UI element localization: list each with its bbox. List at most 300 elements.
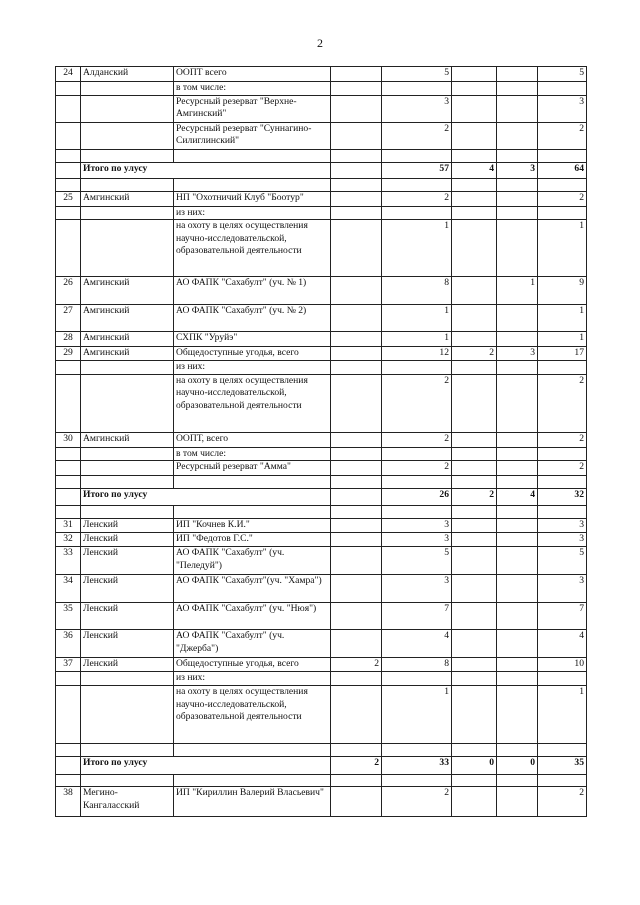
cell-user-name: АО ФАПК "Сахабулт" (уч. "Пеледуй") [174, 547, 331, 575]
cell-col-4 [331, 519, 382, 533]
cell-col-total: 35 [538, 757, 587, 775]
cell-col-6 [452, 374, 497, 432]
cell-col-7: 3 [497, 162, 538, 178]
cell-col-total: 5 [538, 547, 587, 575]
cell-col-5 [382, 744, 452, 757]
cell-col-7 [497, 547, 538, 575]
cell-row-number [56, 757, 81, 775]
cell-col-7 [497, 95, 538, 122]
cell-col-5 [382, 206, 452, 220]
cell-col-7 [497, 332, 538, 347]
cell-col-5: 5 [382, 67, 452, 82]
table-row [56, 603, 587, 630]
cell-district [81, 361, 174, 375]
cell-col-6: 2 [452, 347, 497, 361]
cell-row-number [56, 461, 81, 476]
cell-col-total: 2 [538, 432, 587, 447]
cell-col-4 [331, 533, 382, 547]
cell-user-name: АО ФАПК "Сахабулт" (уч. "Нюя") [174, 603, 331, 630]
table-row [56, 672, 587, 686]
cell-col-4 [331, 447, 382, 461]
cell-district [81, 686, 174, 744]
cell-col-5 [382, 672, 452, 686]
cell-col-4 [331, 489, 382, 506]
cell-col-7 [497, 67, 538, 82]
cell-row-number: 24 [56, 67, 81, 82]
cell-col-6 [452, 149, 497, 162]
cell-user-name: из них: [174, 206, 331, 220]
cell-col-4 [331, 506, 382, 519]
cell-user-name: ИП "Кириллин Валерий Власьевич" [174, 787, 331, 817]
table-row [56, 122, 587, 149]
cell-col-6 [452, 206, 497, 220]
cell-col-7 [497, 82, 538, 96]
cell-col-7 [497, 630, 538, 658]
cell-row-number: 35 [56, 603, 81, 630]
cell-col-total: 2 [538, 787, 587, 817]
cell-col-5: 1 [382, 686, 452, 744]
cell-col-6 [452, 95, 497, 122]
cell-user-name: АО ФАПК "Сахабулт" (уч. "Джерба") [174, 630, 331, 658]
cell-col-5: 5 [382, 547, 452, 575]
cell-district: Ленский [81, 547, 174, 575]
cell-user-name: ИП "Кочнев К.И." [174, 519, 331, 533]
cell-user-name: Ресурсный резерват "Амма" [174, 461, 331, 476]
cell-col-total: 1 [538, 305, 587, 332]
cell-col-5: 8 [382, 658, 452, 672]
cell-col-total: 2 [538, 374, 587, 432]
cell-user-name: АО ФАПК "Сахабулт"(уч. "Хамра") [174, 575, 331, 603]
total-row [56, 489, 587, 506]
cell-row-number [56, 206, 81, 220]
cell-district: Амгинский [81, 347, 174, 361]
cell-col-6 [452, 67, 497, 82]
cell-col-5 [382, 476, 452, 489]
cell-user-name: на охоту в целях осуществления научно-исследовательской, образовательной деятельности [174, 220, 331, 277]
spacer-row [56, 476, 587, 489]
cell-col-6 [452, 82, 497, 96]
cell-col-4 [331, 630, 382, 658]
cell-district: Алданский [81, 67, 174, 82]
cell-col-7 [497, 744, 538, 757]
cell-col-7: 4 [497, 489, 538, 506]
cell-district [81, 672, 174, 686]
cell-district [81, 506, 174, 519]
cell-col-7 [497, 374, 538, 432]
cell-col-5: 8 [382, 277, 452, 305]
cell-col-total: 3 [538, 533, 587, 547]
cell-col-4: 2 [331, 757, 382, 775]
cell-col-7 [497, 686, 538, 744]
cell-col-4 [331, 67, 382, 82]
cell-col-4 [331, 220, 382, 277]
cell-col-4 [331, 476, 382, 489]
cell-col-6 [452, 461, 497, 476]
cell-district: Амгинский [81, 191, 174, 206]
cell-user-name: АО ФАПК "Сахабулт" (уч. № 1) [174, 277, 331, 305]
cell-col-6 [452, 447, 497, 461]
cell-col-total: 4 [538, 630, 587, 658]
cell-col-total: 64 [538, 162, 587, 178]
cell-col-total [538, 775, 587, 787]
spacer-row [56, 744, 587, 757]
cell-row-number: 26 [56, 277, 81, 305]
cell-col-5: 2 [382, 122, 452, 149]
cell-district: Амгинский [81, 332, 174, 347]
cell-row-number [56, 672, 81, 686]
cell-col-5: 1 [382, 220, 452, 277]
cell-col-6: 2 [452, 489, 497, 506]
cell-col-4 [331, 191, 382, 206]
cell-col-5: 12 [382, 347, 452, 361]
table-row [56, 787, 587, 817]
total-row [56, 162, 587, 178]
cell-col-7 [497, 191, 538, 206]
cell-col-4 [331, 603, 382, 630]
cell-col-7 [497, 461, 538, 476]
cell-col-4 [331, 332, 382, 347]
cell-col-6 [452, 744, 497, 757]
cell-col-7 [497, 775, 538, 787]
cell-col-4: 2 [331, 658, 382, 672]
cell-col-4 [331, 575, 382, 603]
cell-col-4 [331, 432, 382, 447]
cell-row-number: 33 [56, 547, 81, 575]
cell-row-number [56, 476, 81, 489]
cell-col-5: 1 [382, 332, 452, 347]
cell-user-name: из них: [174, 672, 331, 686]
cell-col-7 [497, 305, 538, 332]
cell-col-7 [497, 447, 538, 461]
cell-district [81, 82, 174, 96]
cell-col-5 [382, 361, 452, 375]
cell-col-5: 1 [382, 305, 452, 332]
table-row [56, 658, 587, 672]
cell-col-7: 0 [497, 757, 538, 775]
cell-row-number [56, 95, 81, 122]
cell-user-name: ООПТ всего [174, 67, 331, 82]
cell-col-6 [452, 686, 497, 744]
cell-district [81, 95, 174, 122]
table-row [56, 461, 587, 476]
cell-user-name [174, 506, 331, 519]
cell-col-4 [331, 82, 382, 96]
cell-col-6 [452, 575, 497, 603]
cell-row-number: 37 [56, 658, 81, 672]
cell-col-total [538, 149, 587, 162]
cell-row-number [56, 178, 81, 191]
cell-col-5 [382, 149, 452, 162]
cell-district [81, 374, 174, 432]
spacer-row [56, 149, 587, 162]
cell-district: Ленский [81, 630, 174, 658]
cell-col-4 [331, 206, 382, 220]
table-row [56, 305, 587, 332]
cell-col-4 [331, 744, 382, 757]
cell-col-4 [331, 686, 382, 744]
cell-col-7 [497, 432, 538, 447]
cell-district: Ленский [81, 533, 174, 547]
cell-row-number [56, 686, 81, 744]
cell-col-7 [497, 658, 538, 672]
cell-col-7 [497, 672, 538, 686]
cell-user-name [174, 149, 331, 162]
cell-col-4 [331, 122, 382, 149]
table-row [56, 519, 587, 533]
cell-col-total: 3 [538, 575, 587, 603]
cell-col-6 [452, 305, 497, 332]
cell-row-number [56, 374, 81, 432]
cell-user-name: в том числе: [174, 447, 331, 461]
cell-row-number [56, 149, 81, 162]
cell-col-4 [331, 361, 382, 375]
spacer-row [56, 506, 587, 519]
cell-col-total [538, 178, 587, 191]
cell-user-name: на охоту в целях осуществления научно-исследовательской, образовательной деятельности [174, 686, 331, 744]
table-row [56, 95, 587, 122]
cell-row-number: 31 [56, 519, 81, 533]
cell-user-name: на охоту в целях осуществления научно-исследовательской, образовательной деятельности [174, 374, 331, 432]
cell-row-number: 27 [56, 305, 81, 332]
cell-col-4 [331, 178, 382, 191]
cell-district: Амгинский [81, 305, 174, 332]
table-row [56, 630, 587, 658]
cell-col-7 [497, 787, 538, 817]
cell-col-5: 2 [382, 787, 452, 817]
cell-col-6 [452, 630, 497, 658]
table-row [56, 206, 587, 220]
cell-col-7 [497, 506, 538, 519]
cell-col-total [538, 476, 587, 489]
cell-row-number: 29 [56, 347, 81, 361]
cell-col-4 [331, 149, 382, 162]
cell-user-name: НП "Охотничий Клуб "Боотур" [174, 191, 331, 206]
cell-col-5: 57 [382, 162, 452, 178]
cell-col-7 [497, 575, 538, 603]
table-row [56, 575, 587, 603]
cell-row-number [56, 506, 81, 519]
spacer-row [56, 178, 587, 191]
cell-col-7 [497, 178, 538, 191]
cell-district [81, 178, 174, 191]
table-row [56, 347, 587, 361]
cell-col-5 [382, 506, 452, 519]
cell-user-name: в том числе: [174, 82, 331, 96]
cell-row-number [56, 162, 81, 178]
cell-col-6: 4 [452, 162, 497, 178]
cell-user-name: ИП "Федотов Г.С." [174, 533, 331, 547]
cell-col-6 [452, 603, 497, 630]
cell-col-total: 17 [538, 347, 587, 361]
cell-row-number [56, 447, 81, 461]
cell-row-number [56, 489, 81, 506]
cell-col-5: 33 [382, 757, 452, 775]
cell-col-7 [497, 149, 538, 162]
cell-col-4 [331, 374, 382, 432]
cell-row-number [56, 361, 81, 375]
table-row [56, 547, 587, 575]
hunting-grounds-table [55, 66, 587, 817]
cell-row-number: 30 [56, 432, 81, 447]
cell-col-total: 1 [538, 220, 587, 277]
table-row [56, 533, 587, 547]
page-number: 2 [317, 36, 323, 50]
cell-row-number: 34 [56, 575, 81, 603]
cell-district: Итого по улусу [81, 757, 331, 775]
cell-user-name: из них: [174, 361, 331, 375]
cell-col-6 [452, 658, 497, 672]
table-body [56, 67, 587, 817]
cell-col-5 [382, 447, 452, 461]
cell-col-4 [331, 277, 382, 305]
cell-col-total: 3 [538, 95, 587, 122]
total-row [56, 757, 587, 775]
cell-col-total [538, 447, 587, 461]
cell-col-6 [452, 476, 497, 489]
cell-col-total: 1 [538, 332, 587, 347]
cell-district [81, 447, 174, 461]
cell-col-5: 2 [382, 374, 452, 432]
cell-col-6 [452, 519, 497, 533]
cell-col-total: 2 [538, 461, 587, 476]
cell-user-name: АО ФАПК "Сахабулт" (уч. № 2) [174, 305, 331, 332]
cell-col-6: 0 [452, 757, 497, 775]
cell-col-5 [382, 178, 452, 191]
cell-row-number [56, 220, 81, 277]
cell-col-5: 4 [382, 630, 452, 658]
cell-col-6 [452, 178, 497, 191]
cell-col-6 [452, 432, 497, 447]
cell-col-5: 26 [382, 489, 452, 506]
table-row [56, 432, 587, 447]
cell-row-number: 25 [56, 191, 81, 206]
cell-col-7 [497, 603, 538, 630]
cell-col-4 [331, 672, 382, 686]
cell-district: Ленский [81, 519, 174, 533]
cell-col-6 [452, 277, 497, 305]
cell-district [81, 122, 174, 149]
cell-row-number [56, 122, 81, 149]
cell-district [81, 744, 174, 757]
table-row [56, 67, 587, 82]
cell-col-4 [331, 305, 382, 332]
cell-col-6 [452, 547, 497, 575]
cell-user-name [174, 775, 331, 787]
cell-col-7 [497, 206, 538, 220]
cell-user-name: СХПК "Уруйэ" [174, 332, 331, 347]
cell-col-total: 5 [538, 67, 587, 82]
cell-col-total: 32 [538, 489, 587, 506]
cell-col-6 [452, 191, 497, 206]
cell-col-7: 3 [497, 347, 538, 361]
table-row [56, 191, 587, 206]
cell-district: Ленский [81, 603, 174, 630]
cell-user-name: Ресурсный резерват "Суннагино-Силиглинский" [174, 122, 331, 149]
cell-user-name: Общедоступные угодья, всего [174, 347, 331, 361]
cell-col-5: 3 [382, 533, 452, 547]
cell-user-name [174, 178, 331, 191]
cell-col-6 [452, 506, 497, 519]
cell-col-6 [452, 220, 497, 277]
cell-row-number [56, 744, 81, 757]
cell-col-total: 9 [538, 277, 587, 305]
cell-col-7 [497, 519, 538, 533]
cell-col-4 [331, 162, 382, 178]
table-row [56, 686, 587, 744]
table-row [56, 374, 587, 432]
cell-row-number: 36 [56, 630, 81, 658]
cell-col-7 [497, 220, 538, 277]
cell-col-6 [452, 361, 497, 375]
cell-col-total: 2 [538, 122, 587, 149]
cell-col-total [538, 506, 587, 519]
cell-col-5: 2 [382, 461, 452, 476]
table-row [56, 220, 587, 277]
cell-district [81, 206, 174, 220]
cell-district: Ленский [81, 575, 174, 603]
cell-row-number [56, 82, 81, 96]
cell-district: Амгинский [81, 277, 174, 305]
cell-user-name: Общедоступные угодья, всего [174, 658, 331, 672]
cell-district: Итого по улусу [81, 489, 331, 506]
cell-district [81, 220, 174, 277]
cell-row-number: 38 [56, 787, 81, 817]
cell-col-5: 3 [382, 519, 452, 533]
cell-col-5: 3 [382, 575, 452, 603]
cell-col-5: 7 [382, 603, 452, 630]
cell-col-total [538, 744, 587, 757]
cell-district [81, 461, 174, 476]
cell-col-4 [331, 95, 382, 122]
cell-col-5 [382, 82, 452, 96]
cell-col-5: 3 [382, 95, 452, 122]
cell-row-number [56, 775, 81, 787]
cell-col-6 [452, 332, 497, 347]
cell-col-7: 1 [497, 277, 538, 305]
cell-row-number: 32 [56, 533, 81, 547]
table-row [56, 332, 587, 347]
cell-col-4 [331, 461, 382, 476]
cell-district: Ленский [81, 658, 174, 672]
cell-user-name [174, 476, 331, 489]
table-row [56, 447, 587, 461]
cell-col-total [538, 82, 587, 96]
cell-district: Мегино-Кангаласский [81, 787, 174, 817]
cell-district [81, 775, 174, 787]
cell-district [81, 149, 174, 162]
cell-user-name: Ресурсный резерват "Верхне-Амгинский" [174, 95, 331, 122]
cell-district: Итого по улусу [81, 162, 331, 178]
cell-col-7 [497, 122, 538, 149]
cell-user-name: ООПТ, всего [174, 432, 331, 447]
cell-col-7 [497, 533, 538, 547]
cell-col-total [538, 206, 587, 220]
cell-col-4 [331, 347, 382, 361]
cell-col-6 [452, 672, 497, 686]
cell-district: Амгинский [81, 432, 174, 447]
spacer-row [56, 775, 587, 787]
cell-col-total: 10 [538, 658, 587, 672]
cell-district [81, 476, 174, 489]
cell-col-total: 2 [538, 191, 587, 206]
cell-col-7 [497, 476, 538, 489]
cell-col-total [538, 672, 587, 686]
cell-col-4 [331, 787, 382, 817]
cell-col-5: 2 [382, 191, 452, 206]
cell-col-total: 1 [538, 686, 587, 744]
cell-row-number: 28 [56, 332, 81, 347]
table-row [56, 361, 587, 375]
